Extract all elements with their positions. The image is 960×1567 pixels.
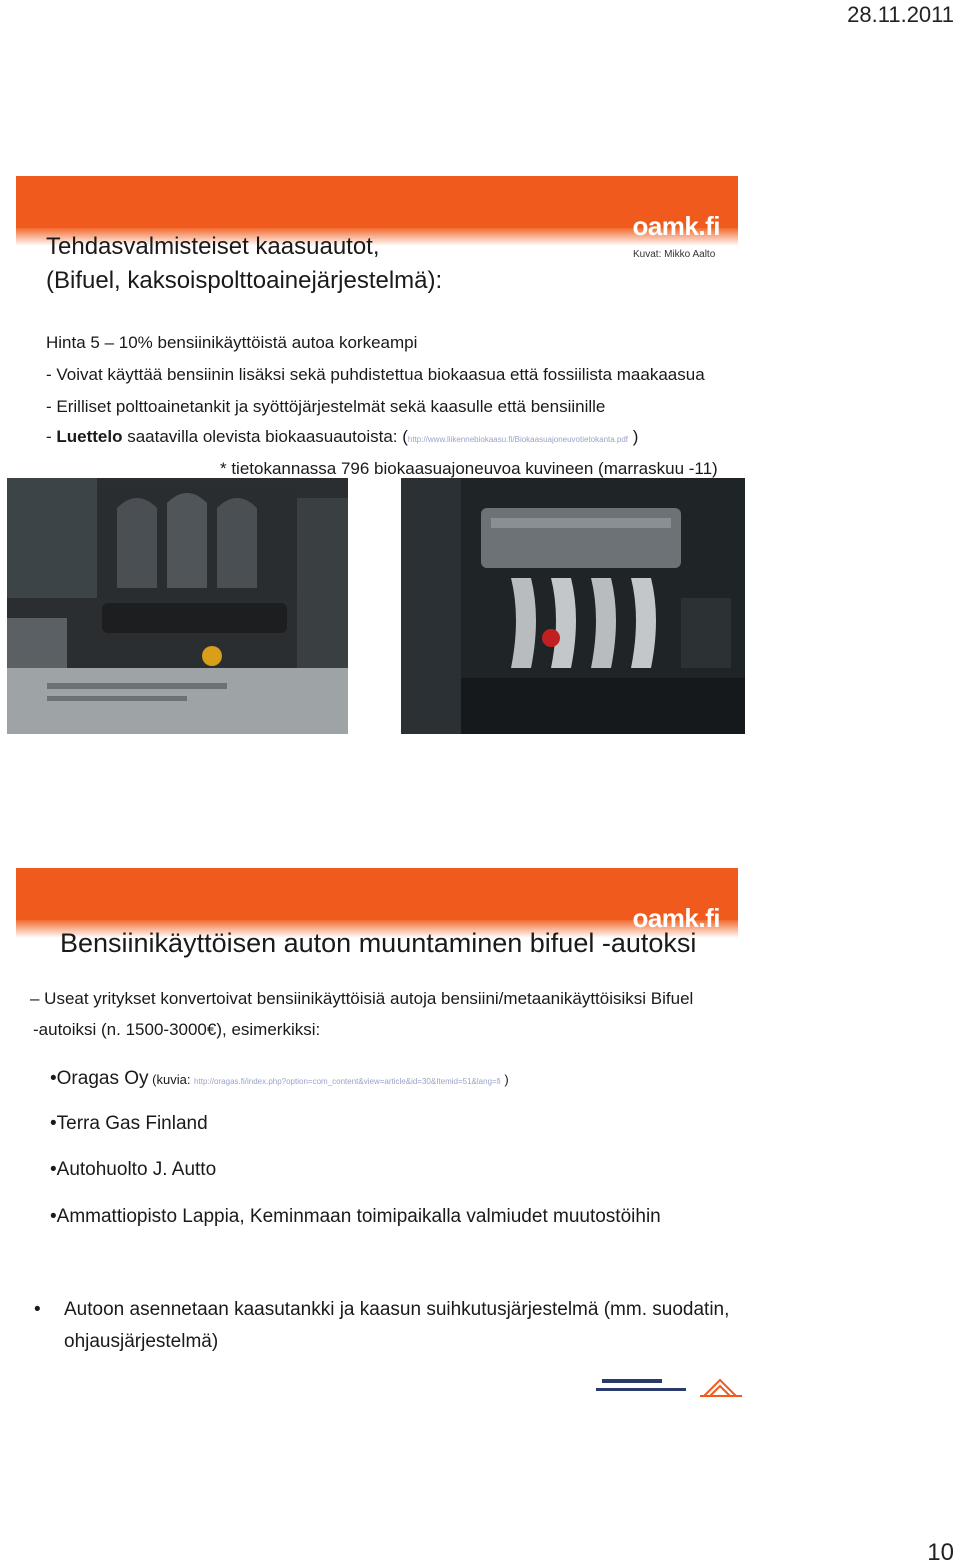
oamk-logo-2: oamk.fi	[632, 903, 720, 933]
slide1-line-tanks: - Erilliset polttoainetankit ja syöttöjärjestelmät sekä kaasulle että bensiinille	[46, 397, 606, 416]
footer-logo-icon	[596, 1376, 742, 1398]
list-item-lappia: •Ammattiopisto Lappia, Keminmaan toimipaikalla valmiudet muutostöihin	[50, 1206, 661, 1227]
final-bullet: •	[34, 1299, 41, 1320]
slide2-intro-line2: -autoiksi (n. 1500-3000€), esimerkiksi:	[33, 1020, 321, 1039]
photo-credit: Kuvat: Mikko Aalto	[633, 249, 716, 260]
biokaasu-database-link[interactable]: http://www.liikennebiokaasu.fi/Biokaasuajoneuvotietokanta.pdf	[407, 435, 629, 444]
slide1-line-database: * tietokannassa 796 biokaasuajoneuvoa kuvineen (marraskuu -11)	[220, 459, 718, 478]
oragas-link[interactable]: http://oragas.fi/index.php?option=com_content&view=article&id=30&Itemid=51&lang=fi	[194, 1077, 501, 1086]
final-line1: Autoon asennetaan kaasutankki ja kaasun suihkutusjärjestelmä (mm. suodatin,	[64, 1299, 730, 1320]
page-number: 10	[927, 1539, 954, 1566]
slide1-line-fuels: - Voivat käyttää bensiinin lisäksi sekä puhdistettua biokaasua että fossiilista maakaasua	[46, 365, 705, 384]
slide2-intro-line1: – Useat yritykset konvertoivat bensiinikäyttöisiä autoja bensiini/metaanikäyttöisiksi Bifuel	[30, 989, 694, 1008]
list-item-terra-gas: •Terra Gas Finland	[50, 1113, 208, 1134]
slide1-title: Tehdasvalmisteiset kaasuautot, (Bifuel, kaksoispolttoainejärjestelmä):	[46, 233, 443, 294]
document-date: 28.11.2011	[847, 2, 954, 27]
list-item-oragas: •Oragas Oy (kuvia: http://oragas.fi/index.php?option=com_content&view=article&id=30&Itemid=51&lang=fi )	[50, 1068, 509, 1089]
final-line2: ohjausjärjestelmä)	[64, 1331, 219, 1352]
slide1-line-list: - Luettelo saatavilla olevista biokaasuautoista: (http://www.liikennebiokaasu.fi/Biokaasuajoneuvotietokanta.pdf )	[46, 427, 639, 446]
engine-photo-left	[7, 478, 348, 734]
oamk-logo: oamk.fi	[632, 211, 720, 241]
engine-photo-right	[401, 478, 745, 734]
slide2-title: Bensiinikäyttöisen auton muuntaminen bifuel -autoksi	[60, 928, 697, 958]
slide1-line-price: Hinta 5 – 10% bensiinikäyttöistä autoa korkeampi	[46, 333, 418, 352]
list-item-autohuolto: •Autohuolto J. Autto	[50, 1159, 217, 1180]
